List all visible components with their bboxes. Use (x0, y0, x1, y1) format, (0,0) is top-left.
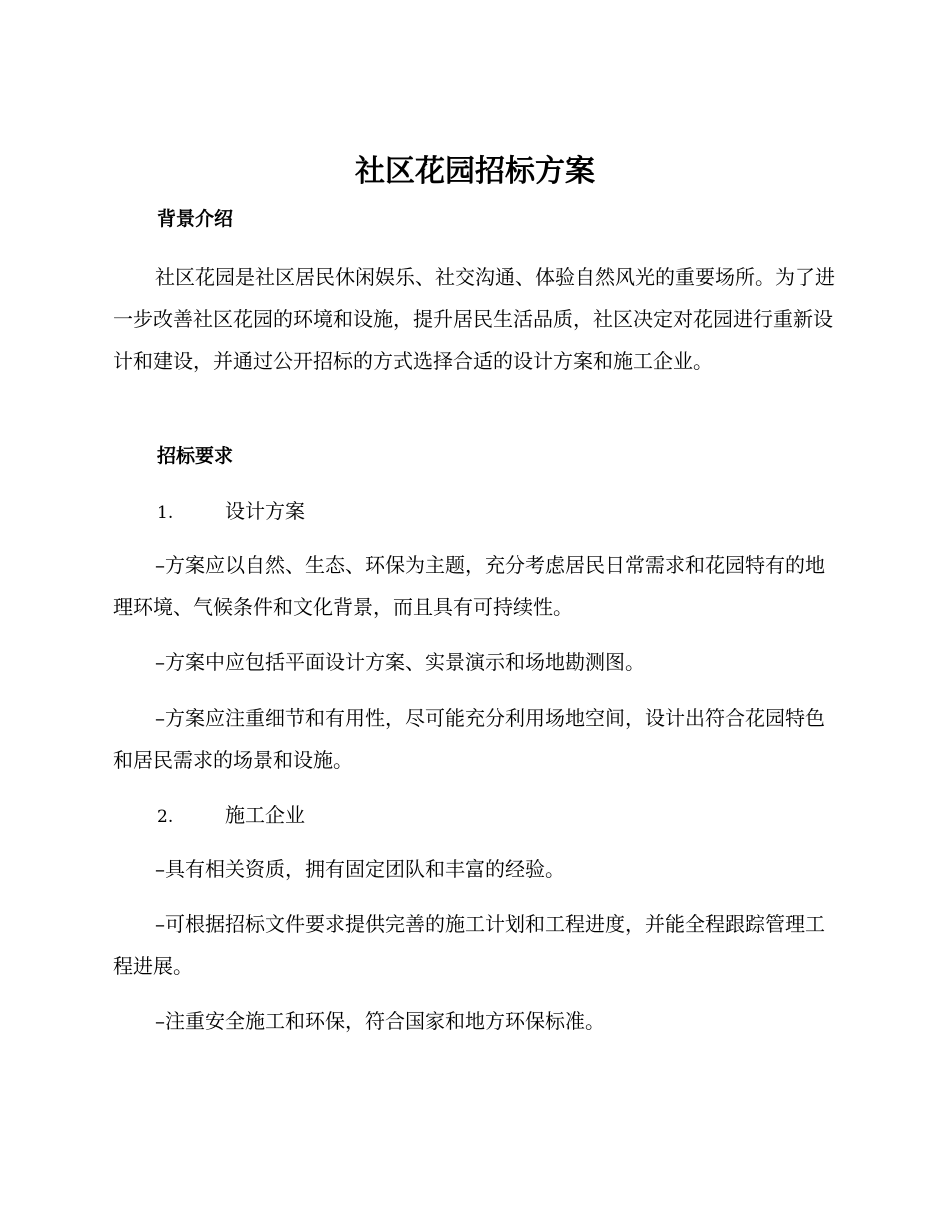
document-page (113, 0, 837, 1230)
construction-point-1: –具有相关资质，拥有固定团队和丰富的经验。 (155, 857, 565, 881)
construction-point-2: –可根据招标文件要求提供完善的施工计划和工程进度，并能全程跟踪管理工程进展。 (113, 912, 825, 978)
item-number: 2. (157, 807, 174, 827)
design-point-2: –方案中应包括平面设计方案、实景演示和场地勘测图。 (155, 650, 645, 674)
construction-point-3: –注重安全施工和环保，符合国家和地方环保标准。 (155, 1009, 605, 1033)
design-point-3: –方案应注重细节和有用性，尽可能充分利用场地空间，设计出符合花园特色和居民需求的场景和设施。 (113, 706, 825, 772)
design-point-1: –方案应以自然、生态、环保为主题，充分考虑居民日常需求和花园特有的地理环境、气候条件和文化背景，而且具有可持续性。 (113, 553, 825, 619)
requirement-item-construction (157, 801, 305, 831)
item-label: 施工企业 (225, 803, 305, 827)
item-number: 1. (157, 503, 174, 523)
document-title: 社区花园招标方案 (355, 154, 595, 189)
section-heading-requirements: 招标要求 (157, 445, 234, 467)
section-heading-background: 背景介绍 (157, 208, 234, 230)
item-label: 设计方案 (225, 499, 305, 523)
background-paragraph: 社区花园是社区居民休闲娱乐、社交沟通、体验自然风光的重要场所。为了进一步改善社区花园的环境和设施，提升居民生活品质，社区决定对花园进行重新设计和建设，并通过公开招标的方式选择合适的设计方案和施工企业。 (113, 265, 835, 373)
requirement-item-design (157, 497, 305, 527)
